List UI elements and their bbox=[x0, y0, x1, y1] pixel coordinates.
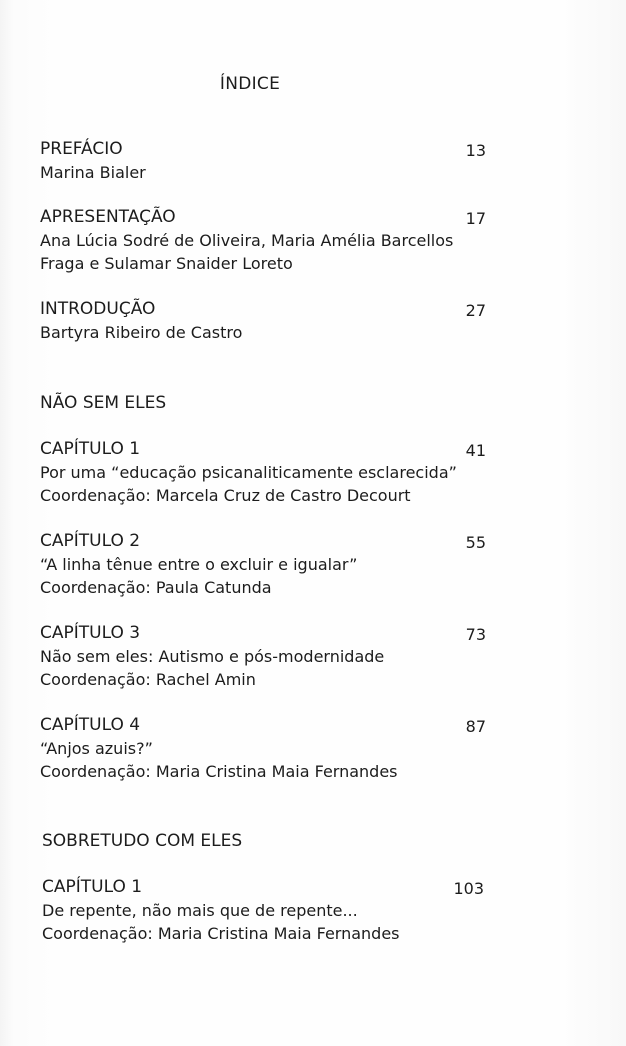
entry-author: Coordenação: Maria Cristina Maia Fernandes bbox=[40, 762, 398, 781]
page-title: ÍNDICE bbox=[219, 74, 281, 94]
entry-author: Ana Lúcia Sodré de Oliveira, Maria Amélia Barcellos bbox=[40, 231, 454, 250]
section-title-sobretudo-com-eles: SOBRETUDO COM ELES bbox=[42, 831, 243, 851]
entry-author: Marina Bialer bbox=[40, 163, 146, 182]
entry-heading: APRESENTAÇÃO bbox=[40, 207, 176, 227]
entry-heading: CAPÍTULO 4 bbox=[40, 715, 141, 735]
entry-page-number: 87 bbox=[465, 717, 486, 736]
entry-heading: CAPÍTULO 2 bbox=[40, 531, 141, 551]
section-title-nao-sem-eles: NÃO SEM ELES bbox=[40, 393, 167, 413]
entry-heading: CAPÍTULO 1 bbox=[40, 439, 141, 459]
entry-author: Bartyra Ribeiro de Castro bbox=[40, 323, 243, 342]
entry-author: Coordenação: Marcela Cruz de Castro Decourt bbox=[40, 486, 411, 505]
toc-entry-capitulo-4 bbox=[40, 714, 500, 783]
entry-page-number: 13 bbox=[465, 141, 486, 160]
entry-author: Fraga e Sulamar Snaider Loreto bbox=[40, 254, 293, 273]
entry-subtitle: De repente, não mais que de repente... bbox=[42, 901, 358, 920]
toc-entry-apresentacao bbox=[40, 206, 500, 275]
toc-entry-capitulo-3 bbox=[40, 622, 500, 691]
entry-author: Coordenação: Rachel Amin bbox=[40, 670, 256, 689]
entry-heading: CAPÍTULO 3 bbox=[40, 623, 141, 643]
entry-subtitle: “Anjos azuis?” bbox=[40, 739, 153, 758]
entry-heading: CAPÍTULO 1 bbox=[42, 877, 143, 897]
entry-page-number: 27 bbox=[465, 301, 486, 320]
toc-entry-capitulo-1 bbox=[40, 438, 500, 507]
entry-author: Coordenação: Maria Cristina Maia Fernandes bbox=[42, 924, 400, 943]
entry-subtitle: Por uma “educação psicanaliticamente esclarecida” bbox=[40, 463, 457, 482]
entry-page-number: 73 bbox=[465, 625, 486, 644]
toc-entry-capitulo-2 bbox=[40, 530, 500, 599]
entry-page-number: 41 bbox=[465, 441, 486, 460]
entry-page-number: 55 bbox=[465, 533, 486, 552]
entry-page-number: 17 bbox=[465, 209, 486, 228]
toc-entry-introducao bbox=[40, 298, 500, 344]
entry-page-number: 103 bbox=[453, 879, 484, 898]
entry-heading: INTRODUÇÃO bbox=[40, 299, 156, 319]
entry-subtitle: “A linha tênue entre o excluir e igualar” bbox=[40, 555, 358, 574]
toc-entry-sobretudo-capitulo-1 bbox=[42, 876, 498, 945]
entry-heading: PREFÁCIO bbox=[40, 139, 123, 159]
entry-subtitle: Não sem eles: Autismo e pós-modernidade bbox=[40, 647, 385, 666]
toc-entry-prefacio bbox=[40, 138, 500, 184]
entry-author: Coordenação: Paula Catunda bbox=[40, 578, 272, 597]
